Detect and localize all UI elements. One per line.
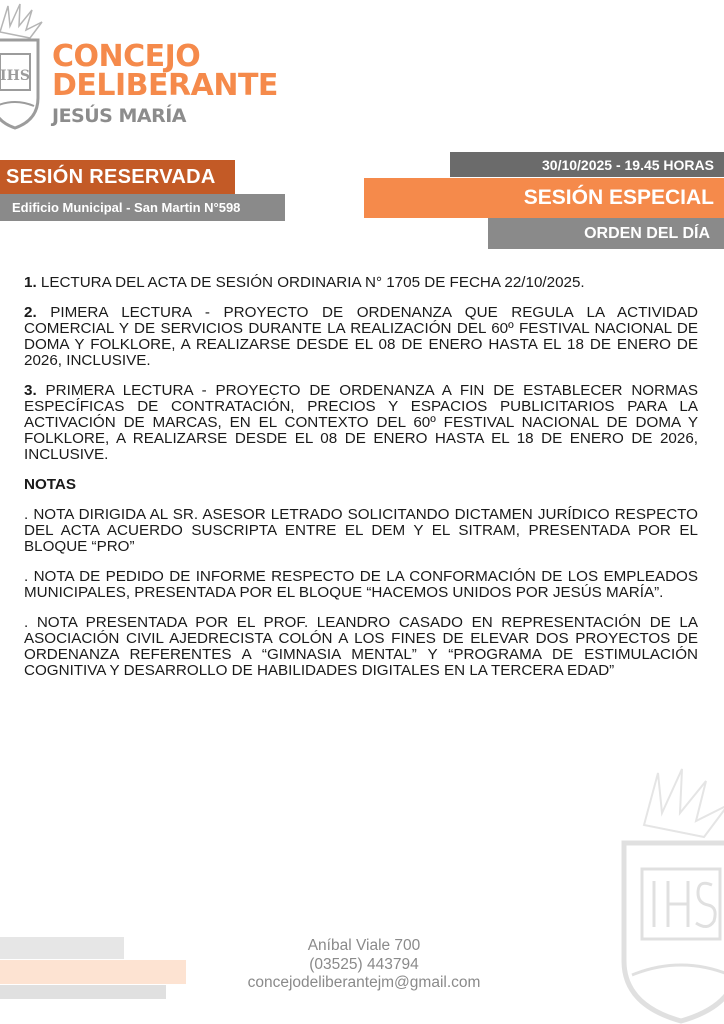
coat-of-arms-icon	[0, 2, 48, 134]
notes-title: NOTAS	[24, 476, 77, 493]
session-kind-badge: SESIÓN ESPECIAL	[364, 178, 724, 218]
agenda-item-number: 3.	[24, 382, 37, 399]
note-item: . NOTA DIRIGIDA AL SR. ASESOR LETRADO SOLICITANDO DICTAMEN JURÍDICO RESPECTO DEL ACTA ACUERDO SUSCRIPTA ENTRE EL DEM Y EL SITRAM, PRESENTADA POR EL BLOQUE “PRO”	[24, 506, 698, 555]
agenda-item-text: PRIMERA LECTURA - PROYECTO DE ORDENANZA A FIN DE ESTABLECER NORMAS ESPECÍFICAS DE CONTRATACIÓN, PRECIOS Y ESPACIOS PUBLICITARIOS PARA LA ACTIVACIÓN DE MARCAS, EN EL CONTEXTO DEL 60º FESTIVAL NACIONAL DE DOMA Y FOLKLORE, A REALIZARSE DESDE EL 08 DE ENERO HASTA EL 18 DE ENERO DE 2026, INCLUSIVE.	[24, 382, 698, 463]
session-type-badge: SESIÓN RESERVADA	[0, 160, 235, 194]
location-badge: Edificio Municipal - San Martin N°598	[0, 194, 285, 221]
agenda-item-text: LECTURA DEL ACTA DE SESIÓN ORDINARIA N° 1705 DE FECHA 22/10/2025.	[36, 274, 585, 291]
note-item: . NOTA DE PEDIDO DE INFORME RESPECTO DE LA CONFORMACIÓN DE LOS EMPLEADOS MUNICIPALES, PRESENTADA POR EL BLOQUE “HACEMOS UNIDOS POR JESÚS MARÍA”.	[24, 568, 698, 601]
datetime-badge: 30/10/2025 - 19.45 HORAS	[450, 152, 724, 177]
agenda-item	[24, 275, 698, 291]
logo-line-city: JESÚS MARÍA	[52, 105, 186, 127]
agenda-item	[24, 305, 698, 369]
footer-address: Aníbal Viale 700	[307, 937, 421, 954]
footer-bar-light	[0, 985, 166, 999]
footer-contact	[200, 937, 528, 993]
watermark-emblem-icon	[614, 765, 724, 1024]
agenda-item-number: 2.	[24, 304, 37, 321]
agenda-content	[24, 275, 698, 693]
note-item: . NOTA PRESENTADA POR EL PROF. LEANDRO CASADO EN REPRESENTACIÓN DE LA ASOCIACIÓN CIVIL AJEDRECISTA COLÓN A LOS FINES DE ELEVAR DOS PROYECTOS DE ORDENANZA REFERENTES A “GIMNASIA MENTAL” Y “PROGRAMA DE ESTIMULACIÓN COGNITIVA Y DESARROLLO DE HABILIDADES DIGITALES EN LA TERCERA EDAD”	[24, 614, 698, 679]
emblem-text: IHS	[0, 68, 30, 84]
footer-bar-peach	[0, 960, 186, 984]
footer-bar-gray	[0, 937, 124, 959]
agenda-item-number: 1.	[24, 274, 37, 291]
agenda-title-badge: ORDEN DEL DÍA	[488, 218, 724, 249]
logo-line-concejo: CONCEJO	[52, 39, 201, 74]
logo-line-deliberante: DELIBERANTE	[52, 68, 278, 103]
footer-email: concejodeliberantejm@gmail.com	[247, 974, 481, 991]
agenda-item	[24, 383, 698, 463]
logo	[52, 39, 278, 129]
agenda-item-text: PIMERA LECTURA - PROYECTO DE ORDENANZA QUE REGULA LA ACTIVIDAD COMERCIAL Y DE SERVICIOS DURANTE LA REALIZACIÓN DEL 60º FESTIVAL NACIONAL DE DOMA Y FOLKLORE, A REALIZARSE DESDE EL 08 DE ENERO HASTA EL 18 DE ENERO DE 2026, INCLUSIVE.	[24, 304, 698, 369]
footer-phone: (03525) 443794	[309, 955, 419, 973]
